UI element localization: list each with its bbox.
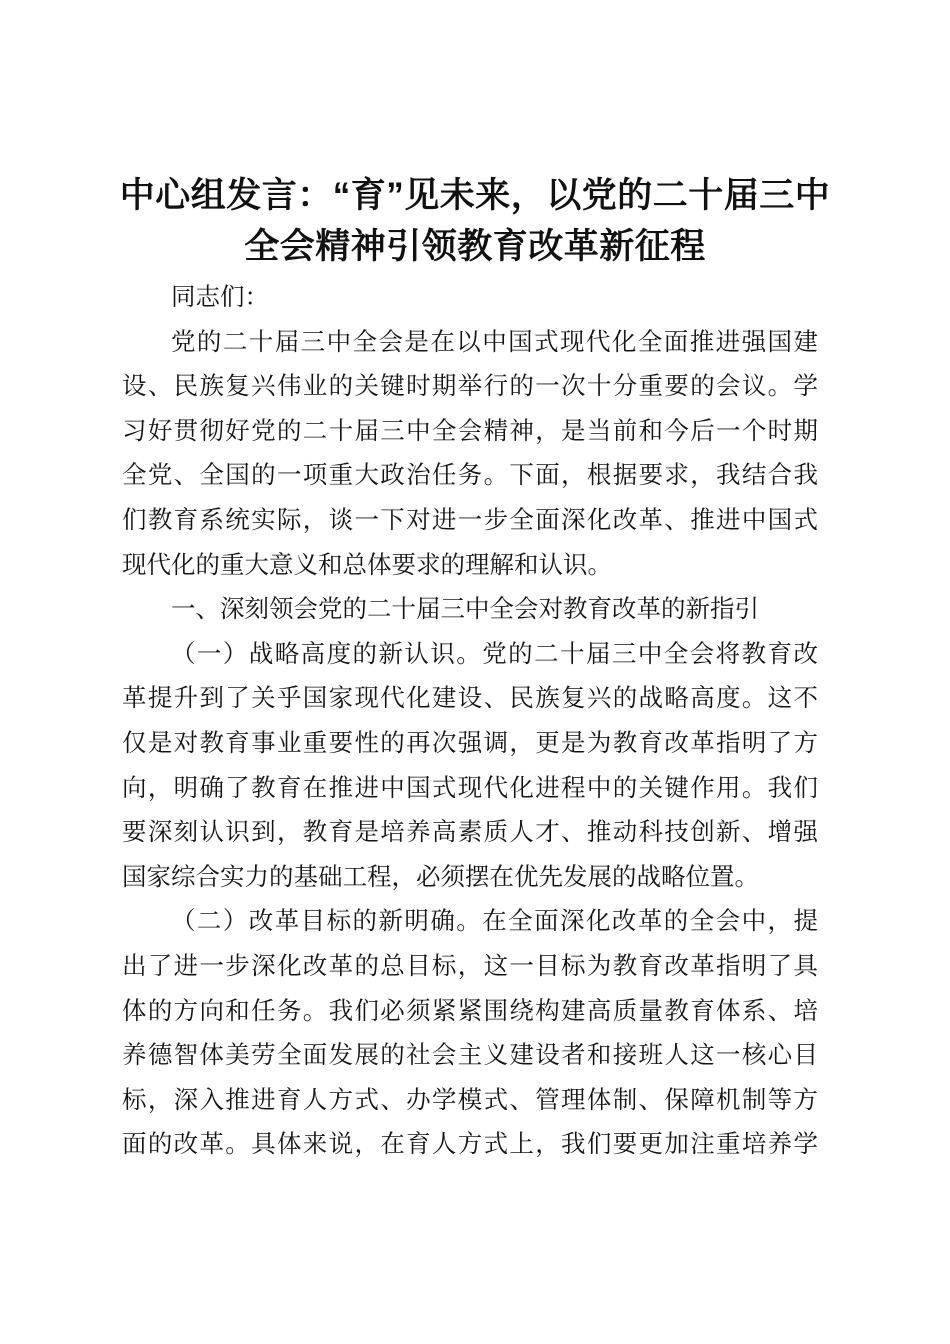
paragraph-line: 党的二十届三中全会是在以中国式现代化全面推进强国建 <box>171 328 818 356</box>
paragraph-line: 习好贯彻好党的二十届三中全会精神，是当前和今后一个时期 <box>122 417 818 445</box>
document-title <box>0 170 950 272</box>
paragraph-line: 全党、全国的一项重大政治任务。下面，根据要求，我结合我 <box>122 462 818 490</box>
paragraph-line: 国家综合实力的基础工程，必须摆在优先发展的战略位置。 <box>122 863 759 891</box>
paragraph-line: 仅是对教育事业重要性的再次强调，更是为教育改革指明了方 <box>122 729 818 757</box>
paragraph-line: （一）战略高度的新认识。党的二十届三中全会将教育改 <box>171 640 818 668</box>
paragraph-line: 向，明确了教育在推进中国式现代化进程中的关键作用。我们 <box>122 774 818 802</box>
document-title-line: 中心组发言：“育”见未来，以党的二十届三中 <box>119 176 831 215</box>
section-heading-line: 一、深刻领会党的二十届三中全会对教育改革的新指引 <box>171 596 759 624</box>
paragraph-line: 革提升到了关乎国家现代化建设、民族复兴的战略高度。这不 <box>122 685 818 713</box>
paragraph-line: （二）改革目标的新明确。在全面深化改革的全会中，提 <box>171 908 818 936</box>
paragraph-line: 同志们： <box>171 284 269 311</box>
paragraph-line: 设、民族复兴伟业的关键时期举行的一次十分重要的会议。学 <box>122 373 818 401</box>
paragraph-line: 现代化的重大意义和总体要求的理解和认识。 <box>122 551 612 579</box>
paragraph-line: 体的方向和任务。我们必须紧紧围绕构建高质量教育体系、培 <box>122 997 818 1025</box>
paragraph-line: 要深刻认识到，教育是培养高素质人才、推动科技创新、增强 <box>122 819 818 847</box>
paragraph-line: 标，深入推进育人方式、办学模式、管理体制、保障机制等方 <box>122 1086 818 1114</box>
paragraph-line: 面的改革。具体来说，在育人方式上，我们要更加注重培养学 <box>122 1131 818 1159</box>
paragraph-line: 们教育系统实际，谈一下对进一步全面深化改革、推进中国式 <box>122 506 818 534</box>
document-body <box>122 276 818 1168</box>
document-title-line: 全会精神引领教育改革新征程 <box>244 227 706 266</box>
paragraph-line: 出了进一步深化改革的总目标，这一目标为教育改革指明了具 <box>122 952 818 980</box>
paragraph-line: 养德智体美劳全面发展的社会主义建设者和接班人这一核心目 <box>122 1042 818 1070</box>
